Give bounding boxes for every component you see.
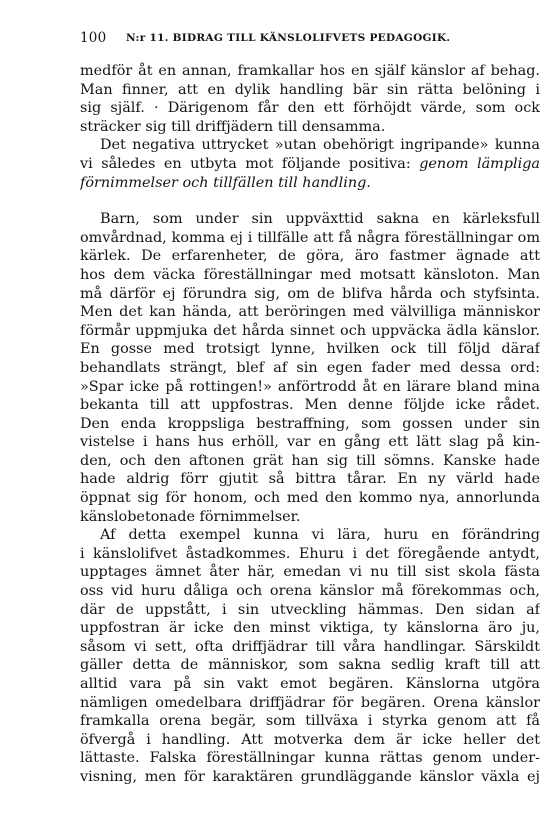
text-line: framkalla orena begär, som tillväxa i styrka genom att få: [80, 713, 540, 730]
text-line: nämligen omedelbara driffjädrar för begären. Orena känslor: [80, 694, 540, 711]
text-line: Det negativa uttrycket »utan obehörigt ingripande» kunna: [100, 137, 540, 154]
text-line: Barn, som under sin uppväxttid sakna en kärleksfull: [100, 211, 540, 228]
text-line: [80, 155, 540, 174]
emphasis-line: förnimmelser och tillfällen till handling.: [80, 174, 371, 191]
text-line: må därför ej förundra sig, om de blifva hårda och styfsinta.: [80, 285, 540, 302]
paragraph: [80, 526, 540, 786]
text-line: lättaste. Falska föreställningar kunna rättas genom under-: [80, 750, 540, 767]
text-line: oss vid huru dåliga och orena känslor må förekommas och,: [80, 583, 540, 600]
text-line: behandlats strängt, blef af sin egen fader med dessa ord:: [80, 359, 540, 376]
text-line: förmår uppmjuka det hårda sinnet och uppväcka ädla känslor.: [80, 322, 540, 339]
text-line: bekanta till att uppfostras. Men denne följde icke rådet.: [80, 397, 540, 414]
text-line: öppnat sig för honom, och med den kommo nya, annorlunda: [80, 490, 540, 507]
text-line: kärlek. De erfarenheter, de göra, äro fastmer ägnade att: [80, 248, 540, 265]
text-line: En gosse med trotsigt lynne, hvilken ock till följd däraf: [80, 341, 540, 358]
text-line: omvårdnad, komma ej i tillfälle att få några föreställningar om: [80, 229, 540, 246]
text-line: »Spar icke på rottingen!» anförtrodd åt en lärare bland mina: [80, 378, 540, 395]
text-line: sträcker sig till driffjädern till densamma.: [80, 118, 386, 135]
page-number: 100: [80, 30, 107, 46]
text-line: öfvergå i handling. Att motverka dem är icke heller det: [80, 731, 540, 748]
text-line: upptages ämnet åter här, emedan vi nu till sist skola fästa: [80, 564, 540, 581]
text-line: Af detta exempel kunna vi lära, huru en förändring: [100, 527, 540, 544]
running-title: N:r 11. BIDRAG TILL KÄNSLOLIFVETS PEDAGOGIK.: [126, 32, 451, 44]
text-line: känslobetonade förnimmelser.: [80, 508, 301, 525]
text-line: Den enda kroppsliga bestraffning, som gossen under sin: [80, 415, 540, 432]
text-line: medför åt en annan, framkallar hos en själf känslor af behag.: [80, 63, 540, 79]
text-line: sig själf. · Därigenom får den ett förhöjdt värde, som ock: [80, 100, 540, 117]
body-text: [80, 62, 540, 787]
text-line: gäller detta de människor, som sakna sedlig kraft till att: [80, 657, 540, 674]
text-line: hos dem väcka föreställningar med motsatt känsloton. Man: [80, 266, 540, 283]
page-header: [80, 30, 540, 54]
emphasis-text: genom lämpliga: [419, 155, 540, 172]
text-line: Men det kan hända, att beröringen med välvilliga människor: [80, 304, 540, 321]
text-line: såsom vi sett, ofta driffjädrar till våra handlingar. Särskildt: [80, 638, 540, 655]
text-line: vistelse i hans hus erhöll, var en gång ett lätt slag på kin-: [80, 434, 540, 451]
paragraph: [80, 62, 540, 136]
text-run: vi således en utbyta mot följande positiva:: [80, 155, 411, 172]
text-line: där de uppstått, i sin utveckling hämmas. Den sidan af: [80, 601, 540, 618]
paragraph-gap: [80, 192, 540, 210]
paragraph: [80, 210, 540, 526]
text-line: i känslolifvet åstadkommes. Ehuru i det föregående antydt,: [80, 545, 540, 562]
text-line: hade aldrig förr gjutit så bittra tårar. En ny värld hade: [80, 471, 540, 488]
text-line: visning, men för karaktären grundläggande känslor växla ej: [80, 768, 540, 785]
text-line: uppfostran är icke den minst viktiga, ty känslorna äro ju,: [80, 620, 540, 637]
text-line: alltid vara på sin vakt emot begären. Känslorna utgöra: [80, 676, 540, 692]
text-line: den, och den aftonen grät han sig till sömns. Kanske hade: [80, 452, 540, 469]
paragraph: [80, 136, 540, 192]
text-line: Man finner, att en dylik handling bär sin rätta belöning i: [80, 81, 540, 98]
